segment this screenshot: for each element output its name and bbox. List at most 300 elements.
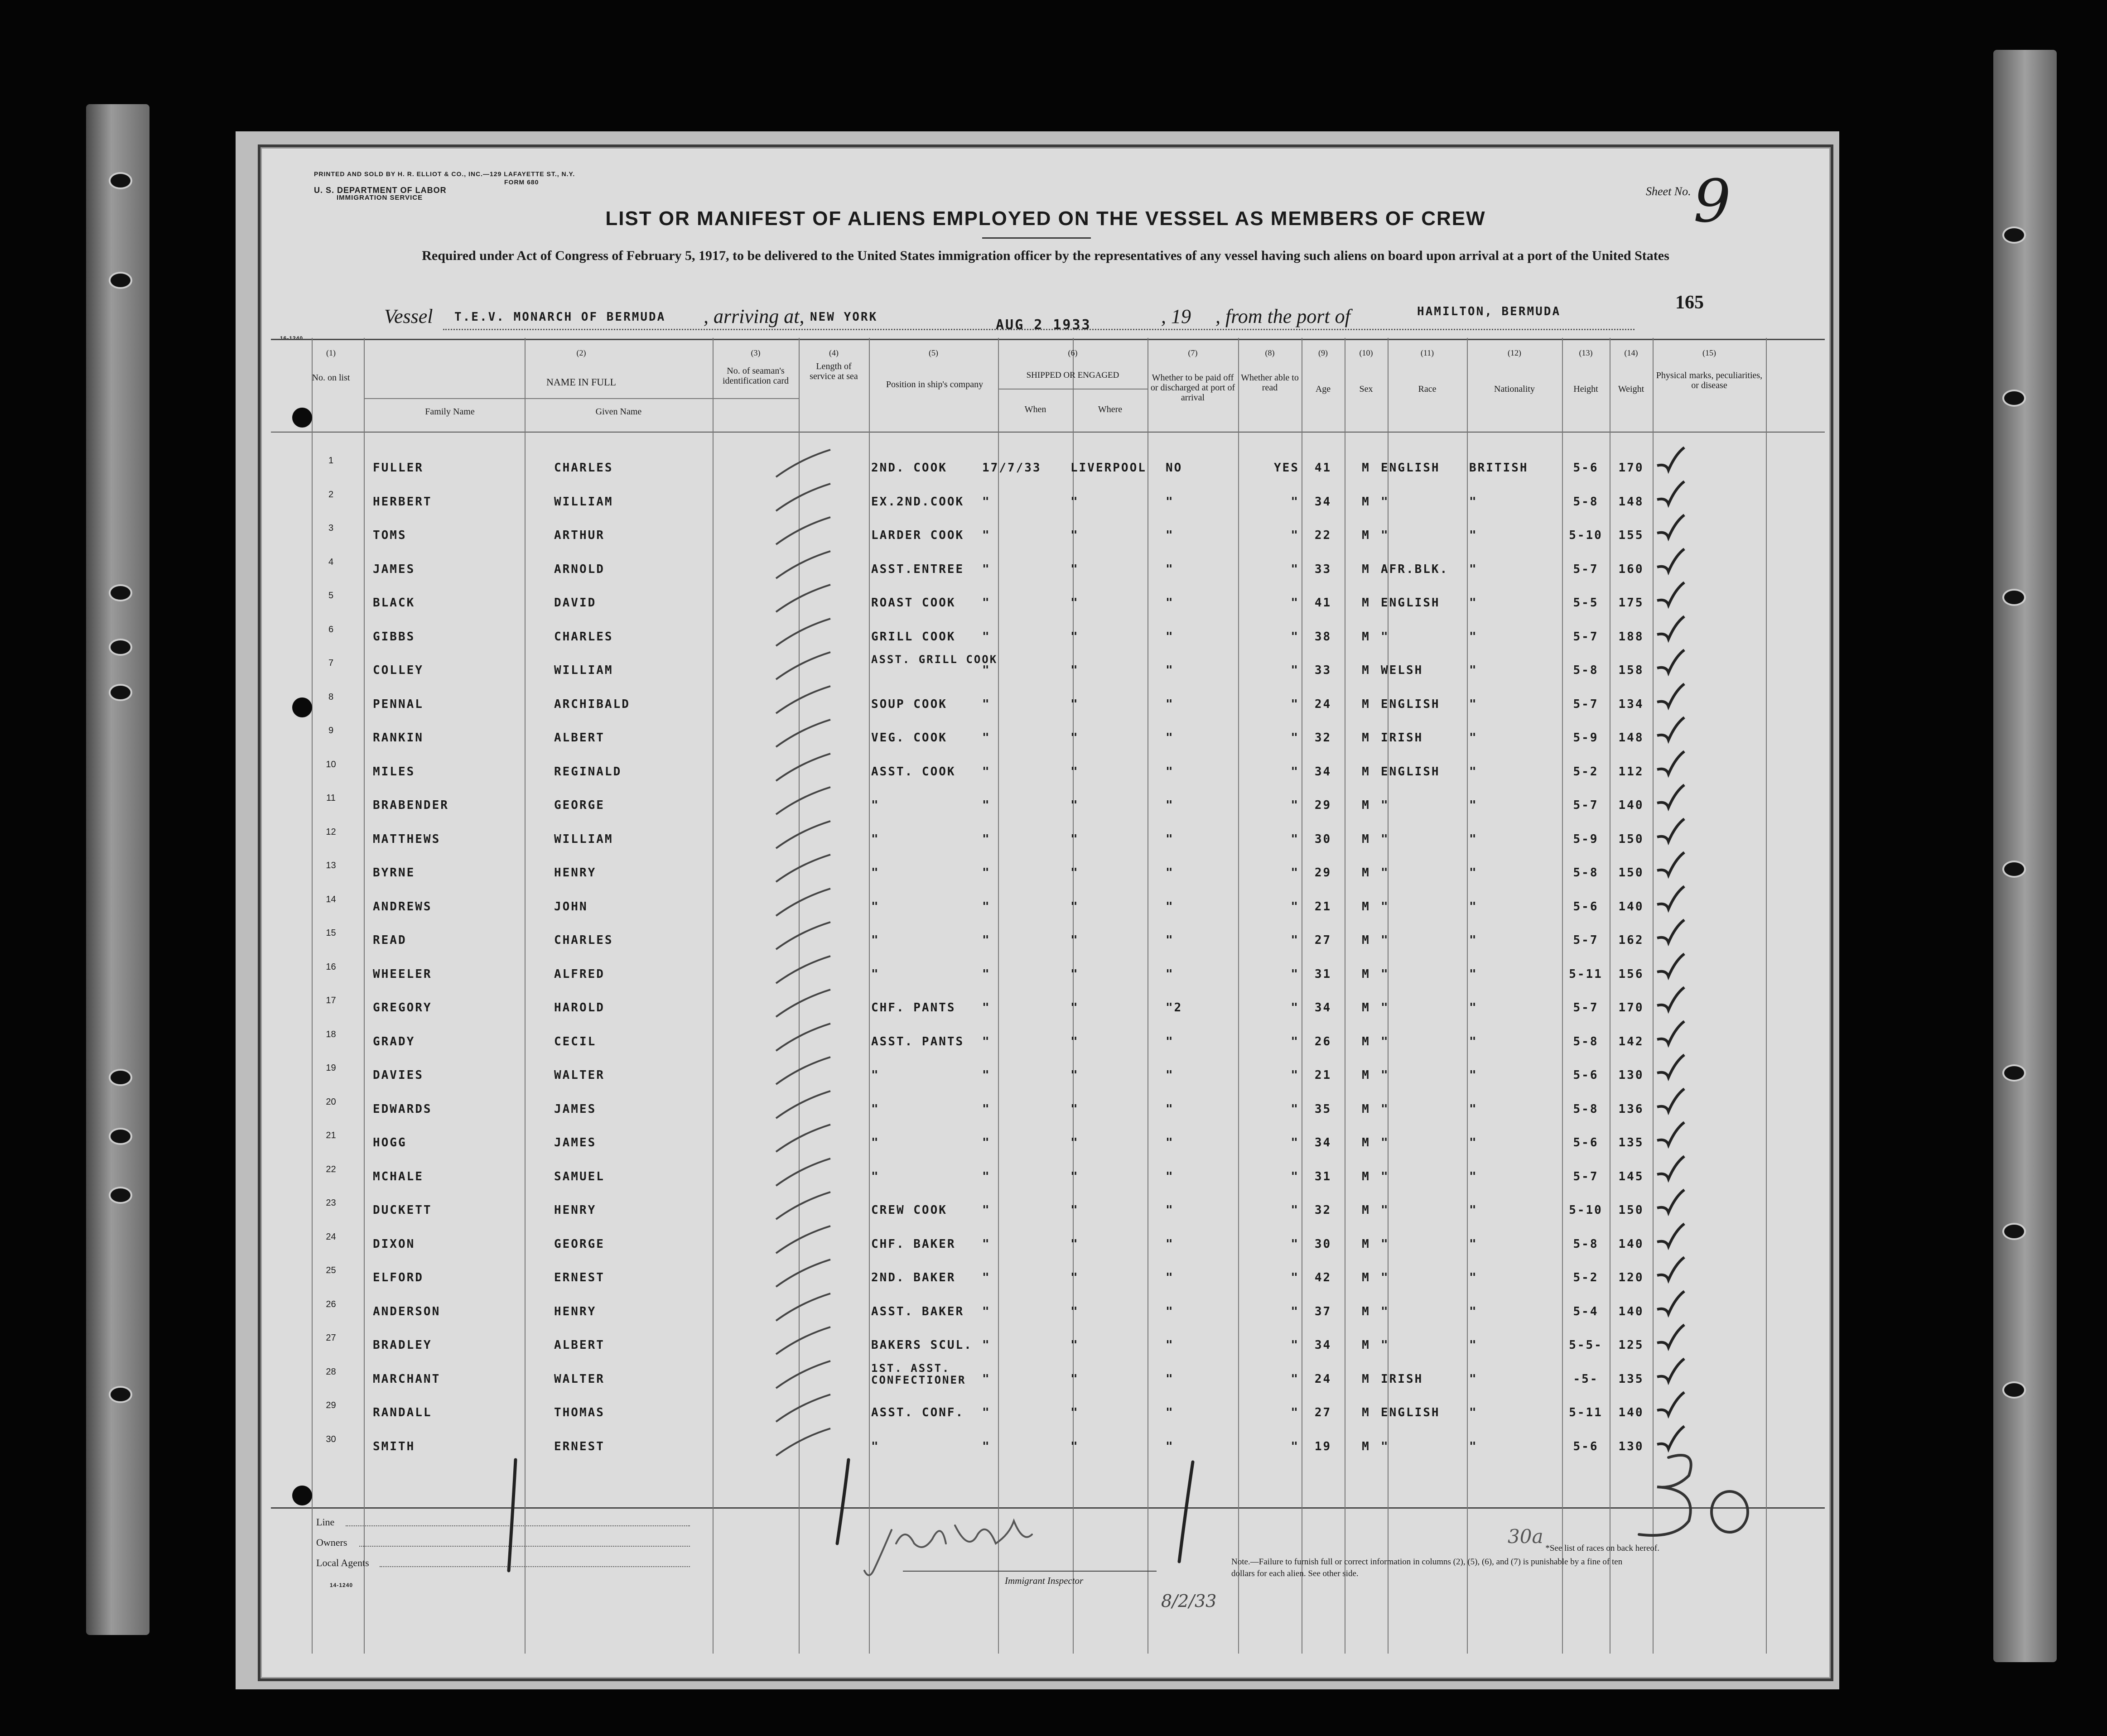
binder-ring-icon [109,1386,132,1403]
position: CREW COOK [871,1203,947,1217]
sex: M [1362,562,1370,576]
height: 5-7 [1573,798,1599,812]
paid-off: "2 [1166,1001,1183,1015]
race: " [1381,933,1389,947]
family-name: BRADLEY [373,1338,432,1352]
sex: M [1362,495,1370,509]
height: 5-7 [1573,697,1599,711]
position: " [871,1102,880,1116]
header-no-on-list: No. on list [312,373,350,383]
family-name: JAMES [373,562,415,576]
header-physical-marks: Physical marks, peculiarities, or disease [1656,370,1763,390]
able-to-read: " [1291,899,1299,914]
departure-port: HAMILTON, BERMUDA [1417,305,1561,318]
given-name: HAROLD [554,1001,605,1015]
binder-ring-icon [109,272,132,289]
shipped-when: " [982,630,991,644]
given-name: ERNEST [554,1271,605,1284]
weight: 125 [1618,1338,1644,1352]
nationality: " [1469,596,1478,610]
column-number-c1: (1) [326,348,336,357]
shipped-when: " [982,1102,991,1116]
height: 5-2 [1573,1271,1599,1284]
age: 35 [1314,1102,1332,1116]
shipped-where: " [1070,765,1079,779]
weight: 130 [1618,1439,1644,1453]
family-name: PENNAL [373,697,424,711]
race: " [1381,1169,1389,1183]
shipped-where: " [1070,1271,1079,1284]
family-name: COLLEY [373,664,424,677]
shipped-where: " [1070,596,1079,610]
arrival-port: NEW YORK [810,310,878,324]
shipped-when: " [982,529,991,542]
punch-hole-icon [292,408,312,428]
shipped-where: " [1070,933,1079,947]
column-number-c7: (7) [1188,348,1198,357]
race: " [1381,967,1389,981]
paid-off: " [1166,1439,1174,1453]
nationality: " [1469,1406,1478,1419]
able-to-read: " [1291,731,1299,745]
race: ENGLISH [1381,596,1440,610]
position: VEG. COOK [871,731,947,745]
row-number: 4 [328,557,334,567]
header-age: Age [1315,384,1331,394]
family-name: DIXON [373,1237,415,1251]
paid-off: " [1166,697,1174,711]
binder-ring-icon [2002,589,2026,606]
position: " [871,933,880,947]
paid-off: " [1166,529,1174,542]
race: " [1381,1271,1389,1284]
row-number: 1 [328,456,334,466]
able-to-read: " [1291,967,1299,981]
height: 5-6 [1573,1439,1599,1453]
inspector-signature [864,1521,1032,1575]
weight: 135 [1618,1372,1644,1386]
sex: M [1362,697,1370,711]
able-to-read: " [1291,1439,1299,1453]
header-name-in-full: NAME IN FULL [546,376,616,388]
row-number: 6 [328,624,334,635]
binder-ring-icon [2002,390,2026,407]
column-number-c12: (12) [1508,348,1521,357]
shipped-where: " [1070,1406,1079,1419]
column-number-c5: (5) [929,348,938,357]
binder-ring-icon [109,1128,132,1145]
sex: M [1362,1372,1370,1386]
tally-mark-two [837,1460,849,1544]
total-small: 30a [1508,1525,1543,1548]
inspection-date: 8/2/33 [1161,1591,1217,1611]
shipped-where: LIVERPOOL [1070,461,1147,475]
shipped-where: " [1070,798,1079,812]
vessel-name: T.E.V. MONARCH OF BERMUDA [454,310,666,324]
weight: 155 [1618,529,1644,542]
position: CHF. PANTS [871,1001,956,1015]
family-name: GREGORY [373,1001,432,1015]
age: 29 [1314,798,1332,812]
height: 5-9 [1573,731,1599,745]
able-to-read: " [1291,798,1299,812]
nationality: " [1469,495,1478,509]
race: " [1381,630,1389,644]
nationality: " [1469,1001,1478,1015]
row-number: 13 [326,861,336,870]
column-number-c2: (2) [576,348,586,357]
inspector-label: Immigrant Inspector [1005,1575,1084,1586]
height: 5-5- [1569,1338,1603,1352]
form-code-bottom: 14-1240 [330,1582,353,1588]
age: 34 [1314,1338,1332,1352]
height: 5-4 [1573,1304,1599,1318]
right-binder-rail [1993,50,2057,1662]
weight: 158 [1618,664,1644,677]
sex: M [1362,899,1370,914]
nationality: " [1469,1136,1478,1149]
nationality: " [1469,1034,1478,1048]
weight: 142 [1618,1034,1644,1048]
inspector-signature-line [903,1571,1157,1572]
race: " [1381,1136,1389,1149]
race: IRISH [1381,1372,1423,1386]
sex: M [1362,765,1370,779]
shipped-when: " [982,1136,991,1149]
sex: M [1362,630,1370,644]
paid-off: " [1166,1372,1174,1386]
age: 42 [1314,1271,1332,1284]
shipped-when: " [982,967,991,981]
header-position: Position in ship's company [886,380,984,390]
given-name: ARCHIBALD [554,697,630,711]
punch-hole-icon [292,1486,312,1505]
age: 24 [1314,1372,1332,1386]
header-weight: Weight [1618,384,1644,394]
sex: M [1362,1001,1370,1015]
form-code: 16-1240 [280,335,304,341]
height: 5-10 [1569,529,1603,542]
shipped-where: " [1070,832,1079,846]
race: " [1381,798,1389,812]
height: 5-6 [1573,899,1599,914]
column-number-c8: (8) [1265,348,1275,357]
height: 5-7 [1573,933,1599,947]
paid-off: " [1166,596,1174,610]
row-number: 8 [328,692,334,702]
age: 34 [1314,1001,1332,1015]
weight: 150 [1618,866,1644,880]
shipped-when: " [982,1271,991,1284]
paid-off: " [1166,866,1174,880]
paid-off: " [1166,731,1174,745]
able-to-read: " [1291,596,1299,610]
weight: 120 [1618,1271,1644,1284]
shipped-where: " [1070,866,1079,880]
form-subtitle: Required under Act of Congress of February 5, 1917, to be delivered to the United States immigration officer by the representatives of any vessel having such aliens on board upon arrival at a port of the United States [422,248,1669,263]
able-to-read: " [1291,1372,1299,1386]
sex: M [1362,596,1370,610]
header-where: Where [1098,404,1123,414]
paid-off: " [1166,899,1174,914]
height: 5-2 [1573,765,1599,779]
nationality: " [1469,1338,1478,1352]
sex: M [1362,1203,1370,1217]
given-name: HENRY [554,1304,597,1318]
row-number: 26 [326,1299,336,1309]
position: GRILL COOK [871,630,956,644]
position: SOUP COOK [871,697,947,711]
shipped-where: " [1070,1001,1079,1015]
paid-off: " [1166,933,1174,947]
row-number: 30 [326,1434,336,1444]
shipped-when: " [982,664,991,677]
department-label: U. S. DEPARTMENT OF LABOR [314,186,447,195]
total-count-thirty [1639,1455,1748,1535]
paid-off: " [1166,1203,1174,1217]
given-name: CECIL [554,1034,597,1048]
family-name: TOMS [373,529,407,542]
given-name: JAMES [554,1136,597,1149]
shipped-when: " [982,1406,991,1419]
height: 5-8 [1573,495,1599,509]
given-name: HENRY [554,866,597,880]
binder-ring-icon [109,1187,132,1204]
weight: 140 [1618,1304,1644,1318]
able-to-read: " [1291,1406,1299,1419]
column-number-c10: (10) [1359,348,1373,357]
weight: 112 [1618,765,1644,779]
height: 5-11 [1569,967,1603,981]
race: " [1381,1338,1389,1352]
age: 37 [1314,1304,1332,1318]
able-to-read: " [1291,495,1299,509]
family-name: SMITH [373,1439,415,1453]
given-name: ALBERT [554,1338,605,1352]
age: 32 [1314,1203,1332,1217]
height: 5-8 [1573,1102,1599,1116]
age: 24 [1314,697,1332,711]
family-name: ELFORD [373,1271,424,1284]
row-number: 27 [326,1333,336,1343]
race: " [1381,1439,1389,1453]
shipped-when: " [982,933,991,947]
tally-mark-three [1179,1462,1193,1562]
binder-ring-icon [2002,861,2026,878]
position: CHF. BAKER [871,1237,956,1251]
binder-ring-icon [2002,226,2026,244]
age: 33 [1314,664,1332,677]
height: 5-10 [1569,1203,1603,1217]
row-number: 28 [326,1366,336,1377]
given-name: GEORGE [554,1237,605,1251]
sex: M [1362,1034,1370,1048]
nationality: " [1469,765,1478,779]
nationality: " [1469,1439,1478,1453]
able-to-read: " [1291,1237,1299,1251]
weight: 135 [1618,1136,1644,1149]
able-to-read: " [1291,933,1299,947]
shipped-when: " [982,899,991,914]
printer-imprint: PRINTED AND SOLD BY H. R. ELLIOT & CO., INC.—129 LAFAYETTE ST., N.Y. [314,170,575,178]
family-name: READ [373,933,407,947]
shipped-when: " [982,1372,991,1386]
shipped-where: " [1070,1034,1079,1048]
race: ENGLISH [1381,461,1440,475]
race: " [1381,495,1389,509]
row-number: 12 [326,827,336,837]
family-name: BRABENDER [373,798,449,812]
height: 5-7 [1573,1169,1599,1183]
row-number: 11 [326,793,336,803]
shipped-when: " [982,1304,991,1318]
form-title: LIST OR MANIFEST OF ALIENS EMPLOYED ON THE VESSEL AS MEMBERS OF CREW [605,207,1486,230]
able-to-read: " [1291,630,1299,644]
column-number-c11: (11) [1420,348,1434,357]
weight: 140 [1618,1237,1644,1251]
shipped-when: " [982,1001,991,1015]
shipped-when: " [982,832,991,846]
race: " [1381,866,1389,880]
sex: M [1362,1439,1370,1453]
nationality: " [1469,562,1478,576]
race: " [1381,832,1389,846]
race: ENGLISH [1381,697,1440,711]
family-name: EDWARDS [373,1102,432,1116]
nationality: " [1469,1169,1478,1183]
paid-off: " [1166,495,1174,509]
age: 27 [1314,933,1332,947]
column-number-c13: (13) [1579,348,1593,357]
shipped-when: " [982,1169,991,1183]
position: 1ST. ASST. CONFECTIONER [871,1361,966,1386]
header-paid-off: Whether to be paid off or discharged at port of arrival [1150,373,1235,403]
nationality: " [1469,1102,1478,1116]
shipped-where: " [1070,562,1079,576]
vessel-label: Vessel [384,305,433,327]
race: AFR.BLK. [1381,562,1449,576]
tally-mark-one [509,1460,516,1571]
row-number: 2 [328,489,334,500]
height: 5-7 [1573,562,1599,576]
nationality: " [1469,866,1478,880]
given-name: JOHN [554,899,588,914]
row-number: 15 [326,928,336,938]
shipped-where: " [1070,1338,1079,1352]
height: 5-11 [1569,1406,1603,1419]
header-seaman-card: No. of seaman's identification card [722,366,789,386]
able-to-read: " [1291,1102,1299,1116]
race: " [1381,1203,1389,1217]
age: 27 [1314,1406,1332,1419]
race: " [1381,1304,1389,1318]
age: 34 [1314,495,1332,509]
able-to-read: " [1291,1001,1299,1015]
given-name: WILLIAM [554,664,613,677]
weight: 145 [1618,1169,1644,1183]
height: 5-6 [1573,461,1599,475]
sex: M [1362,529,1370,542]
weight: 156 [1618,967,1644,981]
sex: M [1362,1169,1370,1183]
sex: M [1362,664,1370,677]
manifest-number: 165 [1675,292,1704,313]
height: 5-9 [1573,832,1599,846]
age: 38 [1314,630,1332,644]
family-name: FULLER [373,461,424,475]
sex: M [1362,1271,1370,1284]
race: " [1381,1102,1389,1116]
paid-off: " [1166,798,1174,812]
given-name: WILLIAM [554,495,613,509]
race: ENGLISH [1381,1406,1440,1419]
shipped-when: " [982,1338,991,1352]
shipped-where: " [1070,529,1079,542]
shipped-when: " [982,1068,991,1082]
position: " [871,1439,880,1453]
sex: M [1362,866,1370,880]
year-label: , 19 [1161,305,1191,327]
age: 30 [1314,832,1332,846]
row-number: 22 [326,1164,336,1174]
left-binder-rail [86,104,149,1635]
sex: M [1362,832,1370,846]
given-name: ARTHUR [554,529,605,542]
nationality: " [1469,1203,1478,1217]
position: LARDER COOK [871,529,964,542]
nationality: " [1469,697,1478,711]
family-name: WHEELER [373,967,432,981]
shipped-when: " [982,562,991,576]
punch-hole-icon [292,697,312,717]
position: " [871,1169,880,1183]
paid-off: NO [1166,461,1183,475]
local-agents-label: Local Agents [316,1557,369,1568]
column-number-c9: (9) [1318,348,1328,357]
position: " [871,1136,880,1149]
age: 19 [1314,1439,1332,1453]
able-to-read: " [1291,866,1299,880]
header-given-name: Given Name [595,407,642,417]
family-name: ANDREWS [373,899,432,914]
row-number: 10 [326,759,336,769]
height: 5-8 [1573,866,1599,880]
header-height: Height [1573,384,1598,394]
family-name: MARCHANT [373,1372,441,1386]
header-shipped-engaged: SHIPPED OR ENGAGED [1026,370,1119,380]
header-family-name: Family Name [425,407,475,417]
column-number-c6: (6) [1068,348,1078,357]
shipped-where: " [1070,1203,1079,1217]
row-number: 17 [326,995,336,1005]
header-nationality: Nationality [1494,384,1535,394]
weight: 130 [1618,1068,1644,1082]
race: " [1381,1237,1389,1251]
paid-off: " [1166,630,1174,644]
position: " [871,798,880,812]
height: 5-6 [1573,1068,1599,1082]
shipped-where: " [1070,495,1079,509]
height: 5-7 [1573,1001,1599,1015]
arrival-date-stamp: AUG 2 1933 [996,317,1091,333]
sex: M [1362,461,1370,475]
owners-label: Owners [316,1537,347,1548]
column-number-c4: (4) [829,348,839,357]
row-number: 16 [326,962,336,972]
line-label: Line [316,1516,335,1528]
paid-off: " [1166,1136,1174,1149]
weight: 170 [1618,1001,1644,1015]
